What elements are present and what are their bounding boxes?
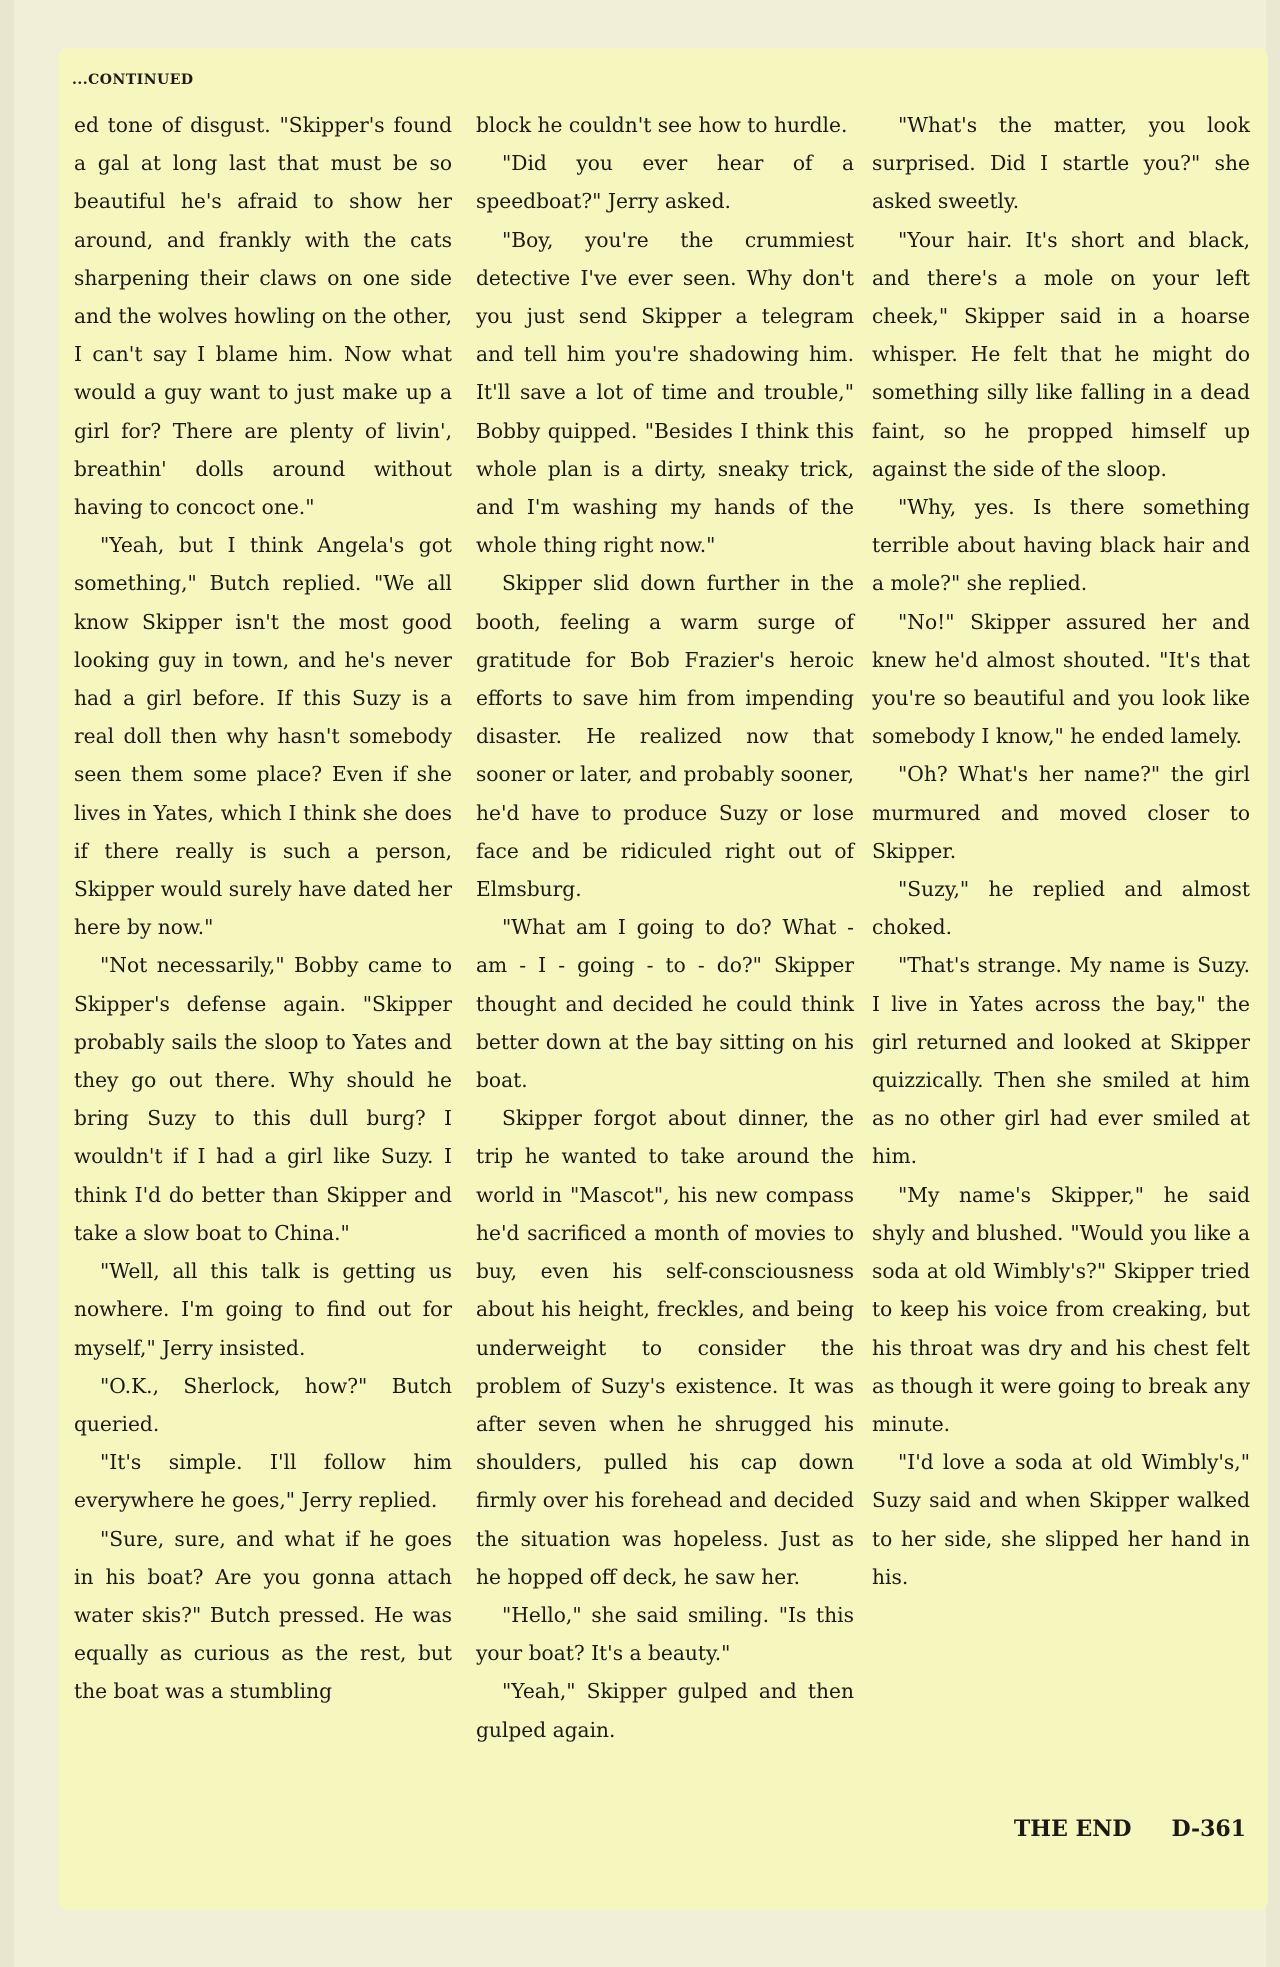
paragraph: "Oh? What's her name?" the girl murmured and moved closer to Skipper. — [872, 762, 1250, 863]
paragraph: "That's strange. My name is Suzy. I live in Yates across the bay," the girl returned and looked at Skipper quizzically. Then she smiled at him as no other girl had ever smiled at him. — [872, 953, 1250, 1169]
paragraph: Skipper slid down further in the booth, feeling a warm surge of gratitude for Bob Frazier's heroic efforts to save him from impending disaster. He realized now that sooner or later, and probably sooner, he'd have to produce Suzy or lose face and be ridiculed right out of Elmsburg. — [476, 571, 854, 902]
paragraph: "No!" Skipper assured her and knew he'd almost shouted. "It's that you're so beautiful and you look like somebody I know," he ended lamely. — [872, 609, 1250, 749]
page-footer — [996, 1816, 1246, 1842]
paragraph: "Yeah," Skipper gulped and then gulped again. — [476, 1679, 854, 1742]
paragraph: "Your hair. It's short and black, and there's a mole on your left cheek," Skipper said in a hoarse whisper. He felt that he might do something silly like falling in a dead faint, so he propped himself up against the side of the sloop. — [872, 227, 1250, 481]
paragraph: "What am I going to do? What - am - I - going - to - do?" Skipper thought and decided he could think better down at the bay sitting on his boat. — [476, 915, 854, 1093]
paragraph: "Well, all this talk is getting us nowhere. I'm going to find out for myself," Jerry insisted. — [74, 1259, 452, 1360]
paragraph: Skipper forgot about dinner, the trip he wanted to take around the world in "Mascot", his new compass he'd sacrificed a month of movies to buy, even his self-consciousness about his height, freckles, and being underweight to consider the problem of Suzy's existence. It was after seven when he shrugged his shoulders, pulled his cap down firmly over his forehead and decided the situation was hopeless. Just as he hopped off deck, he saw her. — [476, 1106, 854, 1589]
paragraph: "It's simple. I'll follow him everywhere he goes," Jerry replied. — [74, 1450, 452, 1513]
paragraph: block he couldn't see how to hurdle. — [476, 113, 848, 137]
page-code: D-361 — [1171, 1816, 1246, 1842]
the-end-label: THE END — [1013, 1816, 1132, 1842]
paragraph: "Did you ever hear of a speedboat?" Jerry asked. — [476, 151, 854, 214]
paragraph: "Hello," she said smiling. "Is this your boat? It's a beauty." — [476, 1602, 854, 1666]
paragraph: "Sure, sure, and what if he goes in his boat? Are you gonna attach water skis?" Butch pressed. He was equally as curious as the rest, but the boat was a stumbling — [74, 1526, 452, 1704]
paragraph: "I'd love a soda at old Wimbly's," Suzy said and when Skipper walked to her side, she slipped her hand in his. — [872, 1450, 1250, 1589]
paragraph: "Boy, you're the crummiest detective I've ever seen. Why don't you just send Skipper a telegram and tell him you're shadowing him. It'll save a lot of time and trouble," Bobby quipped. "Besides I think this whole plan is a dirty, sneaky trick, and I'm washing my hands of the whole thing right now." — [476, 227, 854, 558]
paragraph: "O.K., Sherlock, how?" Butch queried. — [74, 1373, 452, 1436]
paragraph: ed tone of disgust. "Skipper's found a gal at long last that must be so beautiful he's afraid to show her around, and frankly with the cats sharpening their claws on one side and the wolves howling on the other, I can't say I blame him. Now what would a guy want to just make up a girl for? There are plenty of livin', breathin' dolls around without having to concoct one." — [74, 113, 452, 520]
paragraph: "Why, yes. Is there something terrible about having black hair and a mole?" she replied. — [872, 495, 1250, 596]
text-column-1 — [74, 106, 452, 1711]
text-column-2 — [476, 106, 854, 1749]
paragraph: "What's the matter, you look surprised. Did I startle you?" she asked sweetly. — [872, 113, 1250, 214]
paragraph: "Suzy," he replied and almost choked. — [872, 877, 1250, 940]
paragraph: "Yeah, but I think Angela's got something," Butch replied. "We all know Skipper isn't the most good looking guy in town, and he's never had a girl before. If this Suzy is a real doll then why hasn't somebody seen them some place? Even if she lives in Yates, which I think she does if there really is such a person, Skipper would surely have dated her here by now." — [74, 533, 452, 940]
continued-label: ...CONTINUED — [72, 72, 194, 88]
text-column-3 — [872, 106, 1250, 1596]
paragraph: "Not necessarily," Bobby came to Skipper's defense again. "Skipper probably sails the sloop to Yates and they go out there. Why should he bring Suzy to this dull burg? I wouldn't if I had a girl like Suzy. I think I'd do better than Skipper and take a slow boat to China." — [74, 953, 452, 1245]
paragraph: "My name's Skipper," he said shyly and blushed. "Would you like a soda at old Wimbly's?" Skipper tried to keep his voice from creaking, but his throat was dry and his chest felt as though it were going to break any minute. — [872, 1182, 1250, 1436]
